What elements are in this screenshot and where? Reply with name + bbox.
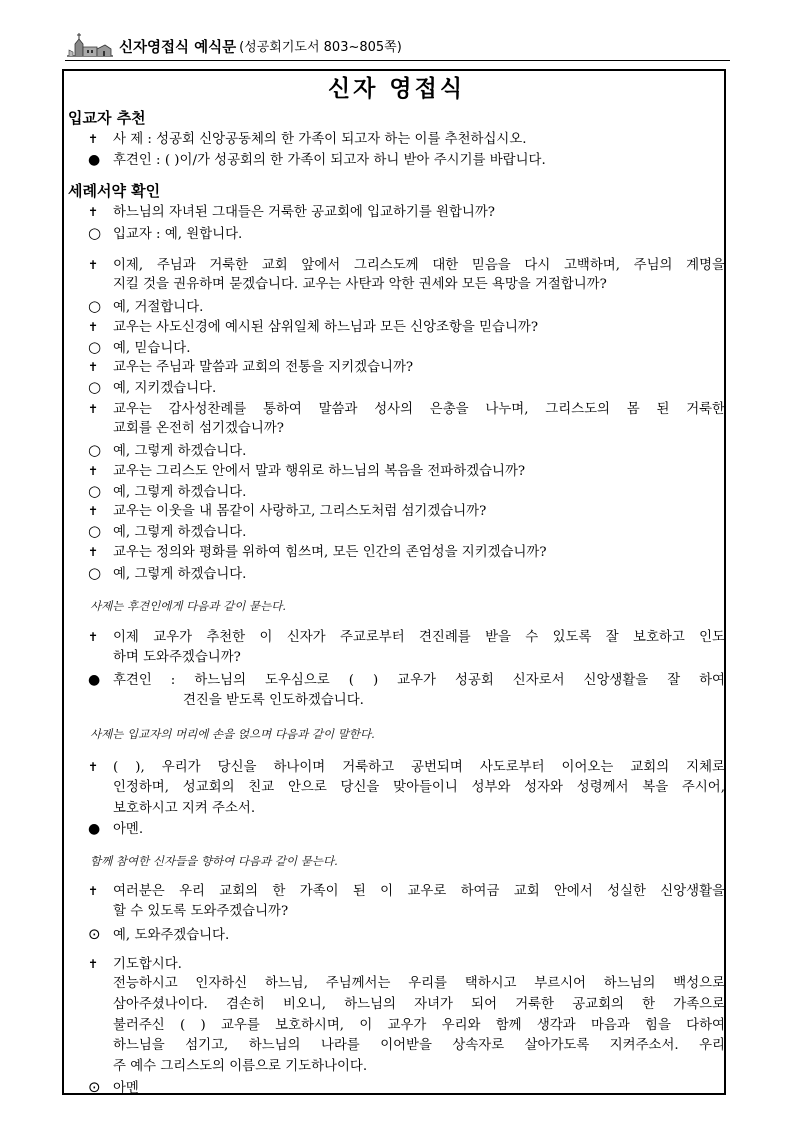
priest-line xyxy=(88,357,725,378)
section-heading-baptism-vows: 세례서약 확인 xyxy=(68,182,161,200)
sponsor-line xyxy=(88,670,725,691)
cross-icon: ✝ xyxy=(88,504,99,518)
line-text: 교우는 감사성찬례를 통하여 말씀과 성사의 은총을 나누며, 그리스도의 몸 된 거룩한 xyxy=(113,402,725,417)
response-line xyxy=(88,481,725,503)
line-text: 후견인 : ( )이/가 성공회의 한 가족이 되고자 하니 받아 주시기를 바랍니다. xyxy=(113,153,546,168)
line-text: 교우는 주님과 말씀과 교회의 전통을 지키겠습니까? xyxy=(113,360,414,375)
line-text: 예, 그렇게 하겠습니다. xyxy=(113,485,247,500)
open-circle-icon: ○ xyxy=(88,564,102,582)
line-text: 예, 그렇게 하겠습니다. xyxy=(113,444,247,459)
cross-icon: ✝ xyxy=(88,957,99,971)
cross-icon: ✝ xyxy=(88,132,99,146)
open-circle-icon: ○ xyxy=(88,297,102,315)
line-text: 예, 그렇게 하겠습니다. xyxy=(113,567,247,582)
priest-line xyxy=(88,399,725,420)
cross-icon: ✝ xyxy=(88,320,99,334)
open-circle-icon: ○ xyxy=(88,522,102,540)
line-continuation: 하며 도와주겠습니까? xyxy=(113,650,241,665)
cross-icon: ✝ xyxy=(88,402,99,416)
rubric-text: 사제는 후견인에게 다음과 같이 묻는다. xyxy=(90,599,287,613)
line-continuation: 견진을 받도록 인도하겠습니다. xyxy=(183,693,364,708)
response-line xyxy=(88,1077,725,1099)
prayer-line: 하느님을 섬기고, 하느님의 나라를 이어받을 상속자로 살아가도록 지켜주소서. 우리 xyxy=(113,1038,725,1053)
line-text: 예, 믿습니다. xyxy=(113,341,191,356)
rubric-text: 함께 참여한 신자들을 향하여 다음과 같이 묻는다. xyxy=(90,854,338,868)
line-text: 예, 지키겠습니다. xyxy=(113,381,217,396)
line-continuation: 인정하며, 성교회의 친교 안으로 당신을 맞아들이니 성부와 성자와 성령께서 복을 주시어, xyxy=(113,780,725,795)
prayer-line: 전능하시고 인자하신 하느님, 주님께서는 우리를 택하시고 부르시어 하느님의 백성으로 xyxy=(113,976,725,991)
line-continuation: 보호하시고 지켜 주소서. xyxy=(113,801,256,816)
priest-line xyxy=(88,757,725,778)
response-line xyxy=(88,223,725,245)
section-heading-recommendation: 입교자 추천 xyxy=(68,109,146,127)
page-header xyxy=(65,32,402,58)
line-continuation: 할 수 있도록 도와주겠습니까? xyxy=(113,904,289,919)
priest-line xyxy=(88,954,725,975)
line-continuation: 지킬 것을 권유하며 묻겠습니다. 교우는 사탄과 악한 권세와 모든 욕망을 거절합니까? xyxy=(113,277,607,292)
line-text: 예, 도와주겠습니다. xyxy=(113,928,230,943)
cross-icon: ✝ xyxy=(88,630,99,644)
cross-icon: ✝ xyxy=(88,464,99,478)
priest-line xyxy=(88,129,725,150)
priest-line xyxy=(88,255,725,276)
line-text: 후견인 : 하느님의 도우심으로 ( ) 교우가 성공회 신자로서 신앙생활을 잘 하여 xyxy=(113,673,725,688)
filled-circle-icon: ● xyxy=(88,821,101,837)
open-circle-icon: ○ xyxy=(88,441,102,459)
dotted-circle-icon: ⊙ xyxy=(88,925,101,943)
header-rule xyxy=(65,60,730,61)
filled-circle-icon: ● xyxy=(88,152,101,168)
line-text: 교우는 정의와 평화를 위하여 힘쓰며, 모든 인간의 존엄성을 지키겠습니까? xyxy=(113,545,547,560)
open-circle-icon: ○ xyxy=(88,224,102,242)
line-text: 아멘 xyxy=(113,1081,139,1096)
header-title: 신자영접식 예식문 xyxy=(119,40,237,56)
response-line xyxy=(88,819,725,840)
filled-circle-icon: ● xyxy=(88,672,101,688)
open-circle-icon: ○ xyxy=(88,338,102,356)
response-line xyxy=(88,296,725,318)
line-continuation: 교회를 온전히 섬기겠습니까? xyxy=(113,421,284,436)
cross-icon: ✝ xyxy=(88,884,99,898)
response-line xyxy=(88,377,725,399)
priest-line xyxy=(88,627,725,648)
open-circle-icon: ○ xyxy=(88,482,102,500)
rubric-text: 사제는 입교자의 머리에 손을 얹으며 다음과 같이 말한다. xyxy=(90,727,375,741)
dotted-circle-icon: ⊙ xyxy=(88,1078,101,1096)
priest-line xyxy=(88,881,725,902)
line-text: 예, 거절합니다. xyxy=(113,300,204,315)
header-subtitle: (성공회기도서 803~805쪽) xyxy=(239,40,402,55)
line-text: 이제 교우가 추천한 이 신자가 주교로부터 견진례를 받을 수 있도록 잘 보호하고 인도 xyxy=(113,630,725,645)
priest-line xyxy=(88,202,725,223)
response-line xyxy=(88,563,725,585)
line-text: 사 제 : 성공회 신앙공동체의 한 가족이 되고자 하는 이를 추천하십시오. xyxy=(113,132,527,147)
open-circle-icon: ○ xyxy=(88,378,102,396)
priest-line xyxy=(88,317,725,338)
line-text: 여러분은 우리 교회의 한 가족이 된 이 교우로 하여금 교회 안에서 성실한 신앙생활을 xyxy=(113,884,725,899)
prayer-line: 주 예수 그리스도의 이름으로 기도하나이다. xyxy=(113,1059,368,1074)
response-line xyxy=(88,521,725,543)
church-icon xyxy=(65,32,115,58)
line-text: 입교자 : 예, 원합니다. xyxy=(113,227,243,242)
line-text: 아멘. xyxy=(113,822,144,837)
response-line xyxy=(88,924,725,946)
line-text: 예, 그렇게 하겠습니다. xyxy=(113,525,247,540)
line-text: 교우는 그리스도 안에서 말과 행위로 하느님의 복음을 전파하겠습니까? xyxy=(113,464,526,479)
priest-line xyxy=(88,542,725,563)
cross-icon: ✝ xyxy=(88,545,99,559)
line-text: 교우는 이웃을 내 몸같이 사랑하고, 그리스도처럼 섬기겠습니까? xyxy=(113,504,487,519)
line-text: 하느님의 자녀된 그대들은 거룩한 공교회에 입교하기를 원합니까? xyxy=(113,205,495,220)
prayer-line: 불러주신 ( ) 교우를 보호하시며, 이 교우가 우리와 함께 생각과 마음과 힘을 다하여 xyxy=(113,1018,725,1033)
prayer-line: 삼아주셨나이다. 겸손히 비오니, 하느님의 자녀가 되어 거룩한 공교회의 한 가족으로 xyxy=(113,997,725,1012)
cross-icon: ✝ xyxy=(88,760,99,774)
document-title: 신자 영접식 xyxy=(327,76,466,102)
sponsor-line xyxy=(88,150,725,171)
line-text: 이제, 주님과 거룩한 교회 앞에서 그리스도께 대한 믿음을 다시 고백하며, 주님의 계명을 xyxy=(113,258,725,273)
line-text: ( ), 우리가 당신을 하나이며 거룩하고 공번되며 사도로부터 이어오는 교회의 지체로 xyxy=(113,760,725,775)
response-line xyxy=(88,337,725,359)
line-text: 교우는 사도신경에 예시된 삼위일체 하느님과 모든 신앙조항을 믿습니까? xyxy=(113,320,539,335)
cross-icon: ✝ xyxy=(88,258,99,272)
cross-icon: ✝ xyxy=(88,205,99,219)
priest-line xyxy=(88,461,725,482)
response-line xyxy=(88,440,725,462)
priest-line xyxy=(88,501,725,522)
line-text: 기도합시다. xyxy=(113,957,182,972)
cross-icon: ✝ xyxy=(88,360,99,374)
